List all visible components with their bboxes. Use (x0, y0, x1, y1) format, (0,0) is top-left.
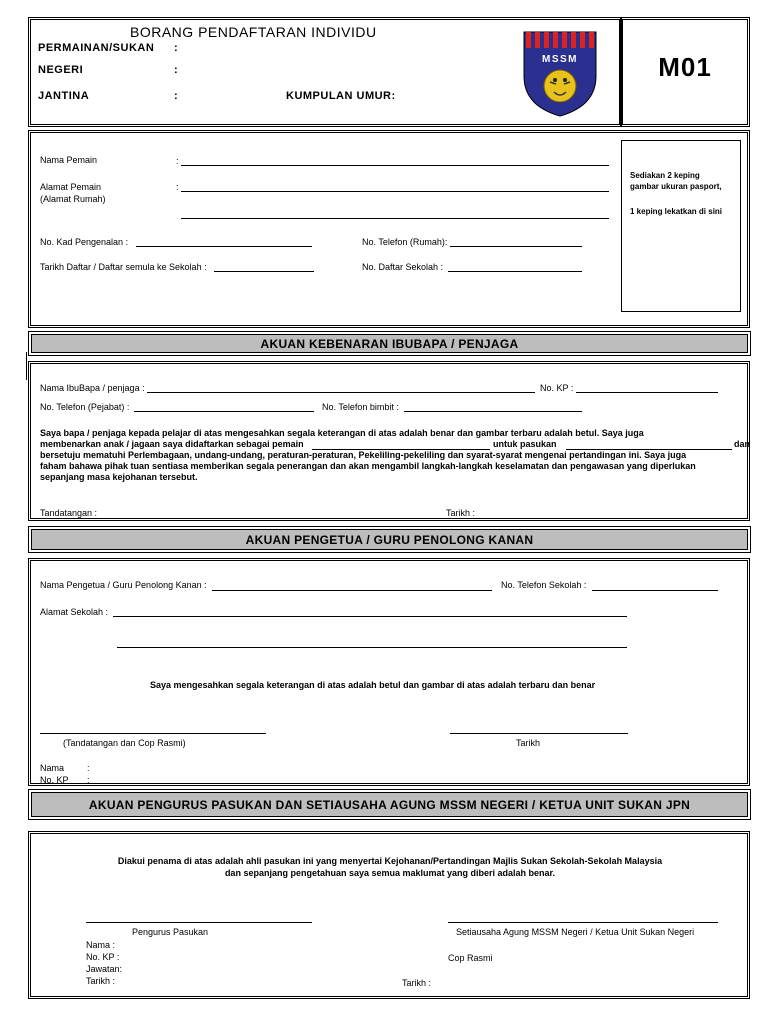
tarikh-daftar-field[interactable] (214, 271, 314, 272)
nama-pengetua-field[interactable] (212, 590, 492, 591)
telefon-rumah-field[interactable] (450, 246, 582, 247)
principal-date-label: Tarikh (516, 738, 541, 748)
colon: : (87, 763, 90, 773)
colon: : (87, 775, 90, 783)
parent-declaration-2c: dan (734, 439, 751, 449)
kad-pengenalan-label: No. Kad Pengenalan : (40, 237, 129, 247)
parent-declaration-2b: untuk pasukan (493, 439, 557, 449)
principal-date-line[interactable] (450, 733, 628, 734)
margin-mark (26, 352, 27, 380)
principal-sign-label: (Tandatangan dan Cop Rasmi) (63, 738, 186, 748)
manager-nama-label: Nama : (86, 940, 116, 950)
alamat-rumah-label: (Alamat Rumah) (40, 194, 106, 204)
principal-section (28, 558, 750, 786)
photo-instruction-3: 1 keping lekatkan di sini (630, 207, 723, 216)
form-title: BORANG PENDAFTARAN INDIVIDU (130, 24, 377, 40)
manager-tarikh-2-label: Tarikh : (402, 978, 432, 988)
photo-instruction-1: Sediakan 2 keping (630, 171, 700, 180)
principal-statement: Saya mengesahkan segala keterangan di atas adalah betul dan gambar di atas adalah terbaru dan benar (150, 680, 596, 690)
principal-nama-label: Nama (40, 763, 65, 773)
logo-text: MSSM (542, 54, 578, 65)
colon: : (176, 182, 179, 192)
kumpulan-umur-label: KUMPULAN UMUR: (286, 90, 396, 102)
telefon-rumah-label: No. Telefon (Rumah): (362, 237, 448, 247)
tarikh-daftar-label: Tarikh Daftar / Daftar semula ke Sekolah : (40, 262, 207, 272)
principal-kp-label: No. KP (40, 775, 69, 783)
telefon-pejabat-label: No. Telefon (Pejabat) : (40, 402, 130, 412)
tarikh-label: Tarikh : (446, 508, 476, 518)
permainan-label: PERMAINAN/SUKAN (38, 42, 155, 54)
alamat-sekolah-label: Alamat Sekolah : (40, 607, 109, 617)
telefon-sekolah-field[interactable] (592, 590, 718, 591)
mssm-logo (520, 28, 600, 118)
nama-pemain-label: Nama Pemain (40, 155, 98, 165)
manager-jawatan-label: Jawatan: (86, 964, 123, 974)
nama-ibubapa-field[interactable] (147, 392, 535, 393)
pengurus-label: Pengurus Pasukan (132, 927, 209, 937)
setiausaha-sign-line[interactable] (448, 922, 718, 923)
principal-heading: AKUAN PENGETUA / GURU PENOLONG KANAN (31, 529, 748, 550)
parent-declaration-3: bersetuju mematuhi Perlembagaan, undang-undang, peraturan-peraturan, Pekeliling-pekeliling dan syarat-syarat mengenai pertandingan ini. Saya juga (40, 450, 687, 460)
colon: : (174, 42, 179, 54)
form-code: M01 (658, 52, 712, 82)
manager-tarikh-label: Tarikh : (86, 976, 116, 986)
nama-pengetua-label: Nama Pengetua / Guru Penolong Kanan : (40, 580, 207, 590)
telefon-bimbit-label: No. Telefon bimbit : (322, 402, 399, 412)
parent-declaration-2a: membenarkan anak / jagaan saya didaftarkan sebagai pemain (40, 439, 304, 449)
parent-declaration-5: sepanjang masa kejohanan tersebut. (40, 472, 198, 482)
alamat-sekolah-field-2[interactable] (117, 647, 627, 648)
colon: : (174, 64, 179, 76)
telefon-bimbit-field[interactable] (404, 411, 582, 412)
principal-sign-line[interactable] (40, 733, 266, 734)
photo-instruction-2: gambar ukuran pasport, (630, 182, 722, 191)
parent-declaration-4: faham bahawa pihak tuan sentiasa memberikan segala penerangan dan akan mengambil langkah-langkah keselamatan dan pengawasan yang diperlukan (40, 461, 696, 471)
no-kp-label: No. KP : (540, 383, 574, 393)
alamat-pemain-field-2[interactable] (181, 218, 609, 219)
manager-heading: AKUAN PENGURUS PASUKAN DAN SETIAUSAHA AGUNG MSSM NEGERI / KETUA UNIT SUKAN JPN (31, 792, 748, 817)
tandatangan-label: Tandatangan : (40, 508, 98, 518)
alamat-sekolah-field-1[interactable] (113, 616, 627, 617)
pengurus-sign-line[interactable] (86, 922, 312, 923)
setiausaha-label: Setiausaha Agung MSSM Negeri / Ketua Unit Sukan Negeri (456, 927, 695, 937)
parent-sign-row (31, 504, 747, 518)
colon: : (174, 90, 179, 102)
no-kp-field[interactable] (576, 392, 718, 393)
telefon-pejabat-field[interactable] (134, 411, 314, 412)
no-daftar-field[interactable] (448, 271, 582, 272)
manager-statement-1: Diakui penama di atas adalah ahli pasukan ini yang menyertai Kejohanan/Pertandingan Majlis Sukan Sekolah-Sekolah Malaysia (117, 856, 663, 866)
cop-rasmi-label: Cop Rasmi (448, 953, 493, 963)
principal-id-rows (31, 760, 331, 783)
parent-heading: AKUAN KEBENARAN IBUBAPA / PENJAGA (31, 334, 748, 353)
alamat-pemain-field-1[interactable] (181, 191, 609, 192)
colon: : (176, 156, 179, 166)
nama-ibubapa-label: Nama IbuBapa / penjaga : (40, 383, 145, 393)
telefon-sekolah-label: No. Telefon Sekolah : (501, 580, 587, 590)
no-daftar-label: No. Daftar Sekolah : (362, 262, 444, 272)
parent-declaration-1: Saya bapa / penjaga kepada pelajar di atas mengesahkan segala keterangan di atas adalah benar dan gambar terbaru adalah betul. Saya juga (40, 428, 644, 438)
alamat-pemain-label: Alamat Pemain (40, 182, 102, 192)
kad-pengenalan-field[interactable] (136, 246, 312, 247)
negeri-label: NEGERI (38, 64, 84, 76)
jantina-label: JANTINA (38, 90, 90, 102)
nama-pemain-field[interactable] (181, 165, 609, 166)
manager-statement-2: dan sepanjang pengetahuan saya semua maklumat yang diberi adalah benar. (224, 868, 556, 878)
photo-box (621, 140, 741, 312)
manager-kp-label: No. KP : (86, 952, 120, 962)
